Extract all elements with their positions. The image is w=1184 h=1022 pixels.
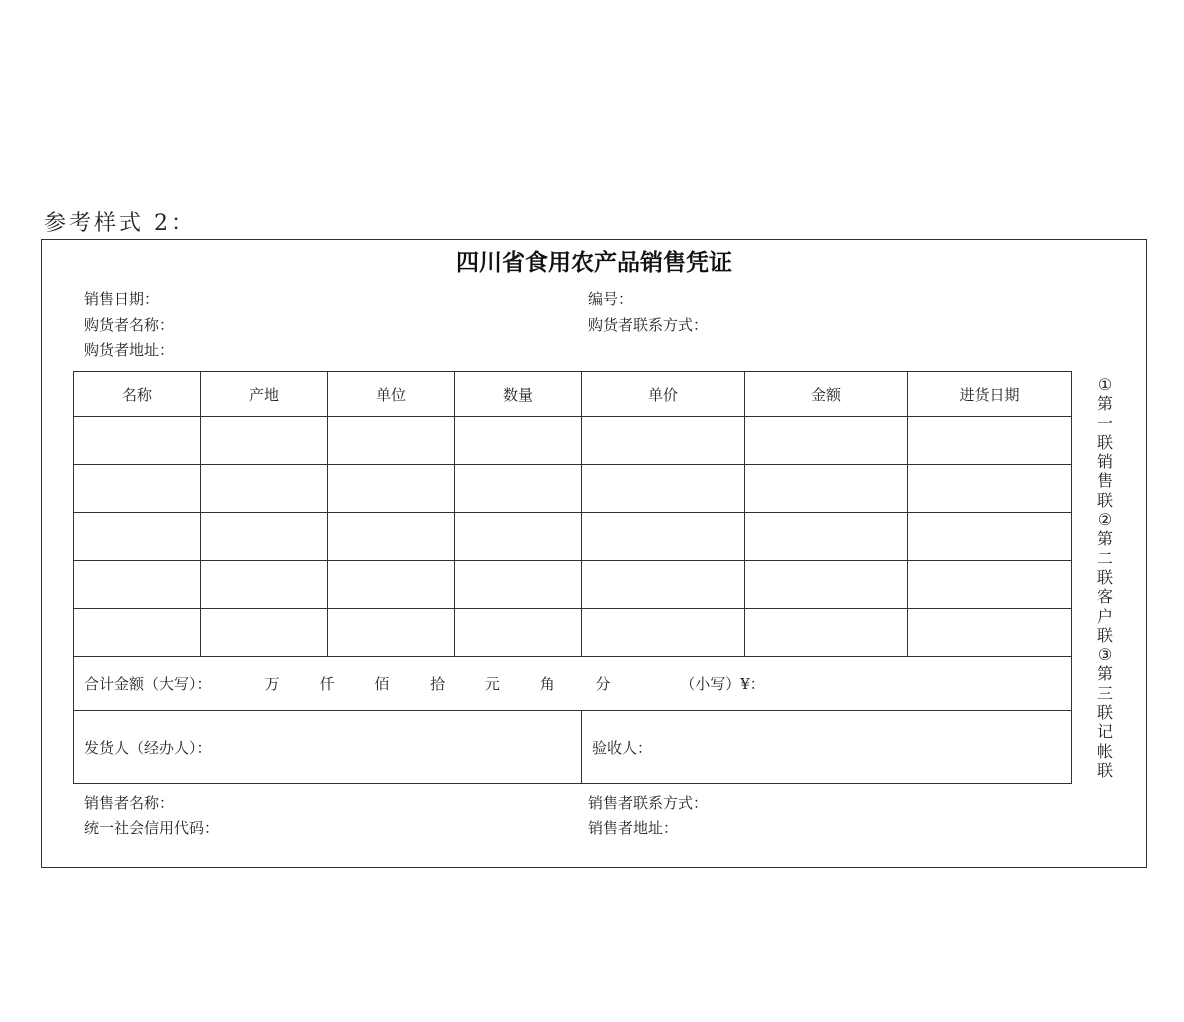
shipper-cell <box>74 711 582 784</box>
column-header-unit-price: 单价 <box>582 372 745 417</box>
unit-shi: 拾 <box>430 675 446 693</box>
side-note-char: ① <box>1097 375 1113 394</box>
buyer-contact-label: 购货者联系方式： <box>588 316 709 334</box>
voucher-title: 四川省食用农产品销售凭证 <box>456 250 732 276</box>
total-amount-cell <box>74 657 1072 711</box>
side-note-char: 联 <box>1096 490 1113 510</box>
table-cell <box>201 417 328 465</box>
table-cell <box>582 417 745 465</box>
table-cell <box>582 465 745 513</box>
unit-fen: 分 <box>595 675 611 693</box>
total-row <box>74 657 1072 711</box>
table-cell <box>201 609 328 657</box>
table-cell <box>745 417 908 465</box>
table-cell <box>455 609 582 657</box>
table-row <box>74 609 1072 657</box>
table-row <box>74 513 1072 561</box>
side-note-char: 联 <box>1096 625 1113 645</box>
table-cell <box>328 417 455 465</box>
sales-table <box>73 371 1072 784</box>
table-cell <box>201 561 328 609</box>
sale-date-label: 销售日期： <box>84 290 160 308</box>
unit-yuan: 元 <box>484 675 500 693</box>
table-cell <box>74 465 201 513</box>
table-cell <box>745 513 908 561</box>
buyer-address-label: 购货者地址： <box>84 341 175 359</box>
side-note-char: 第 <box>1096 664 1113 684</box>
table-cell <box>908 561 1072 609</box>
side-note-char: 第 <box>1096 529 1113 549</box>
column-header-origin: 产地 <box>201 372 328 417</box>
unit-qian: 仟 <box>319 675 335 693</box>
column-header-purchase-date: 进货日期 <box>908 372 1072 417</box>
table-row <box>74 417 1072 465</box>
total-small-label: （小写）¥： <box>680 675 765 693</box>
side-note-char: 联 <box>1096 703 1113 723</box>
side-note-char: 帐 <box>1096 741 1113 761</box>
table-cell <box>455 561 582 609</box>
table-cell <box>582 513 745 561</box>
receiver-label: 验收人： <box>592 738 653 757</box>
side-note-char: 户 <box>1096 606 1113 626</box>
table-cell <box>74 417 201 465</box>
column-header-name: 名称 <box>74 372 201 417</box>
side-note-char: 一 <box>1096 413 1113 433</box>
buyer-name-label: 购货者名称： <box>84 316 175 334</box>
side-note-char: 联 <box>1096 567 1113 587</box>
total-amount-label: 合计金额（大写）： <box>84 675 212 693</box>
table-cell <box>328 609 455 657</box>
table-cell <box>455 417 582 465</box>
shipper-label: 发货人（经办人）： <box>84 738 212 757</box>
side-note-char: 联 <box>1096 760 1113 780</box>
table-cell <box>201 513 328 561</box>
column-header-unit: 单位 <box>328 372 455 417</box>
side-note-char: 客 <box>1096 587 1113 607</box>
table-cell <box>328 513 455 561</box>
side-note-char: ③ <box>1097 645 1113 665</box>
voucher-number-label: 编号： <box>588 290 634 308</box>
side-note-char: 三 <box>1096 683 1113 703</box>
side-note-char: 联 <box>1096 432 1113 452</box>
table-cell <box>908 609 1072 657</box>
side-note-char: 销 <box>1096 452 1113 472</box>
credit-code-label: 统一社会信用代码： <box>84 819 220 837</box>
table-cell <box>745 561 908 609</box>
table-cell <box>455 465 582 513</box>
table-cell <box>908 513 1072 561</box>
reference-caption: 参考样式 2： <box>44 211 196 236</box>
table-cell <box>582 561 745 609</box>
unit-jiao: 角 <box>539 675 555 693</box>
side-note-char: 售 <box>1096 471 1113 491</box>
signature-row <box>74 711 1072 784</box>
unit-bai: 佰 <box>374 675 390 693</box>
table-row <box>74 465 1072 513</box>
table-cell <box>745 465 908 513</box>
table-cell <box>201 465 328 513</box>
table-cell <box>908 465 1072 513</box>
table-cell <box>328 561 455 609</box>
side-note-char: 二 <box>1096 548 1113 568</box>
side-note-char: 第 <box>1096 394 1113 414</box>
table-row <box>74 561 1072 609</box>
table-cell <box>74 513 201 561</box>
unit-wan: 万 <box>264 675 280 693</box>
table-cell <box>328 465 455 513</box>
table-cell <box>745 609 908 657</box>
table-cell <box>455 513 582 561</box>
table-cell <box>74 609 201 657</box>
seller-address-label: 销售者地址： <box>588 819 679 837</box>
table-header-row <box>74 372 1072 417</box>
copy-designation-note <box>1094 375 1116 780</box>
side-note-char: 记 <box>1096 722 1113 742</box>
table-cell <box>74 561 201 609</box>
table-cell <box>908 417 1072 465</box>
column-header-amount: 金额 <box>745 372 908 417</box>
column-header-quantity: 数量 <box>455 372 582 417</box>
side-note-char: ② <box>1097 510 1113 530</box>
seller-contact-label: 销售者联系方式： <box>588 794 709 812</box>
receiver-cell <box>582 711 1072 784</box>
table-cell <box>582 609 745 657</box>
seller-name-label: 销售者名称： <box>84 794 175 812</box>
